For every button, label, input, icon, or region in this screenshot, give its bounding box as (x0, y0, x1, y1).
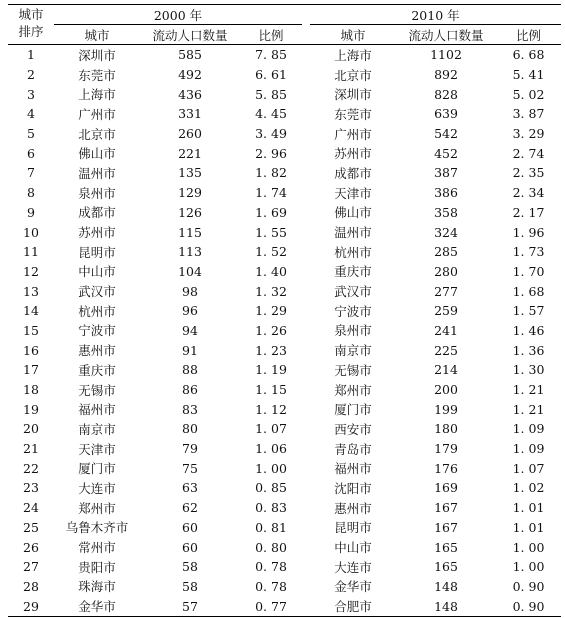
rank-header-line2: 排序 (18, 24, 44, 39)
population-2010-cell: 828 (434, 86, 458, 102)
column-gap (302, 45, 310, 65)
population-2010-cell: 892 (434, 67, 458, 83)
population-2000-cell: 96 (182, 303, 198, 319)
ratio-2000-cell: 2. 96 (255, 145, 287, 161)
city-2000-cell: 郑州市 (78, 500, 116, 516)
ratio-2000-cell: 0. 77 (240, 596, 302, 616)
population-2000-cell: 60 (182, 519, 198, 535)
ratio-2000-cell: 0. 81 (255, 519, 287, 535)
population-2010-cell: 169 (434, 480, 458, 496)
ratio-2010-cell: 1. 02 (512, 480, 545, 496)
city-2000-cell: 深圳市 (78, 47, 116, 63)
ratio-2000-cell: 6. 61 (255, 67, 287, 83)
city-2010-cell: 昆明市 (334, 520, 372, 536)
population-2010-cell: 165 (434, 539, 458, 555)
ratio-2000-cell: 1. 00 (255, 460, 287, 476)
population-2000-cell: 113 (178, 244, 202, 260)
column-gap (302, 5, 310, 25)
ratio-2010-cell: 1. 96 (512, 224, 545, 240)
rank-cell: 23 (23, 480, 39, 496)
city-2000-cell: 温州市 (78, 165, 116, 181)
column-gap (302, 478, 310, 498)
ratio-2000-cell: 4. 45 (255, 106, 287, 122)
rank-cell: 21 (23, 441, 39, 457)
population-2000-cell: 331 (178, 106, 202, 122)
population-2010-cell: 225 (434, 342, 458, 358)
city-2000-cell: 广州市 (78, 106, 116, 122)
rank-cell: 4 (27, 106, 35, 122)
table-row (8, 124, 561, 144)
city-2010-cell: 金华市 (334, 579, 372, 595)
population-2010-cell: 199 (434, 401, 458, 417)
rank-cell: 10 (23, 224, 39, 240)
ratio-2010-cell: 1. 09 (512, 421, 545, 437)
ratio-2000-cell: 1. 19 (255, 362, 287, 378)
ratio-2000-cell: 7. 85 (255, 47, 287, 63)
ratio-2010-cell: 2. 74 (512, 145, 545, 161)
ratio-2000-cell: 0. 83 (255, 500, 287, 516)
ratio-2000-cell: 1. 12 (255, 401, 287, 417)
ratio-2010-cell: 1. 30 (512, 362, 545, 378)
column-gap (302, 183, 310, 203)
city-2010-cell: 苏州市 (334, 146, 372, 162)
rank-cell: 13 (23, 283, 39, 299)
population-2000-header: 流动人口数量 (140, 25, 240, 45)
rank-cell: 24 (23, 500, 39, 516)
city-2010-cell: 中山市 (334, 540, 372, 556)
ratio-2000-cell: 0. 85 (255, 480, 287, 496)
city-2010-cell: 武汉市 (334, 284, 372, 300)
city-2000-cell: 宁波市 (78, 323, 116, 339)
population-2000-cell: 221 (178, 145, 202, 161)
table-row (8, 419, 561, 439)
population-2000-cell: 492 (178, 67, 202, 83)
ratio-2010-cell: 1. 70 (512, 263, 545, 279)
city-2010-cell: 杭州市 (334, 244, 372, 260)
column-gap (302, 596, 310, 616)
city-2010-cell: 上海市 (334, 47, 372, 63)
ratio-2010-cell: 3. 87 (512, 106, 545, 122)
ratio-2000-cell: 1. 15 (255, 382, 287, 398)
column-gap (302, 124, 310, 144)
ratio-2010-cell: 3. 29 (512, 126, 545, 142)
column-gap (302, 380, 310, 400)
table-row (8, 458, 561, 478)
table-row (8, 104, 561, 124)
population-2000-cell: 135 (178, 165, 202, 181)
table-row (8, 399, 561, 419)
column-gap (302, 203, 310, 223)
population-2000-cell: 62 (182, 500, 198, 516)
rank-cell: 18 (23, 382, 39, 398)
ratio-2010-cell: 0. 90 (496, 596, 561, 616)
city-2000-cell: 惠州市 (78, 343, 116, 359)
population-2010-cell: 179 (434, 441, 458, 457)
table-row (8, 183, 561, 203)
ratio-2010-cell: 0. 90 (512, 578, 545, 594)
population-2000-cell: 75 (182, 460, 198, 476)
population-2010-cell: 214 (434, 362, 458, 378)
table-row (8, 380, 561, 400)
ratio-2010-cell: 1. 00 (512, 559, 545, 575)
column-gap (302, 498, 310, 518)
ratio-2010-cell: 1. 68 (512, 283, 545, 299)
ratio-2000-cell: 1. 07 (255, 421, 287, 437)
ratio-2000-cell: 1. 82 (255, 165, 287, 181)
population-2000-cell: 80 (182, 421, 198, 437)
rank-cell: 20 (23, 421, 39, 437)
city-2000-cell: 重庆市 (78, 362, 116, 378)
ratio-2010-cell: 5. 02 (512, 86, 545, 102)
column-gap (302, 458, 310, 478)
city-2000-cell: 厦门市 (78, 461, 116, 477)
population-2000-cell: 86 (182, 382, 198, 398)
ratio-2010-cell: 6. 68 (512, 47, 545, 63)
column-gap (302, 577, 310, 597)
city-2010-cell: 宁波市 (334, 303, 372, 319)
rank-cell: 1 (27, 47, 35, 63)
ratio-2010-cell: 2. 17 (512, 204, 545, 220)
rank-cell: 22 (23, 460, 39, 476)
column-gap (302, 518, 310, 538)
ratio-2000-cell: 0. 78 (255, 578, 287, 594)
city-2000-cell: 福州市 (78, 402, 116, 418)
population-2010-cell: 1102 (430, 47, 462, 63)
city-2000-cell: 乌鲁木齐市 (65, 520, 129, 536)
ratio-2010-cell: 1. 21 (512, 401, 545, 417)
ratio-2000-cell: 1. 26 (255, 322, 287, 338)
city-2000-cell: 北京市 (78, 126, 116, 142)
table-row (8, 163, 561, 183)
ratio-2010-cell: 1. 09 (512, 441, 545, 457)
ratio-2010-cell: 2. 34 (512, 185, 545, 201)
population-2010-cell: 241 (434, 322, 458, 338)
city-2010-cell: 福州市 (334, 461, 372, 477)
column-gap (302, 360, 310, 380)
rank-cell: 11 (23, 244, 39, 260)
population-2000-cell: 58 (182, 559, 198, 575)
rank-cell: 2 (27, 67, 35, 83)
city-2010-cell: 大连市 (334, 559, 372, 575)
table-row (8, 577, 561, 597)
population-2000-cell: 115 (178, 224, 202, 240)
city-2010-cell: 惠州市 (334, 500, 372, 516)
city-2000-cell: 成都市 (78, 205, 116, 221)
population-2000-cell: 104 (178, 263, 202, 279)
city-2010-cell: 广州市 (334, 126, 372, 142)
year-2010-header: 2010 年 (310, 5, 561, 25)
table-row (8, 439, 561, 459)
population-2010-cell: 542 (434, 126, 458, 142)
table-row (8, 222, 561, 242)
population-2000-cell: 63 (182, 480, 198, 496)
population-2010-cell: 165 (434, 559, 458, 575)
column-gap (302, 321, 310, 341)
ratio-2010-cell: 1. 00 (512, 539, 545, 555)
city-2000-cell: 无锡市 (78, 382, 116, 398)
city-2000-cell: 常州市 (78, 540, 116, 556)
city-2010-cell: 成都市 (334, 165, 372, 181)
population-2010-cell: 386 (434, 185, 458, 201)
ratio-2000-cell: 0. 78 (255, 559, 287, 575)
column-gap (302, 143, 310, 163)
column-gap (302, 301, 310, 321)
city-2010-cell: 西安市 (334, 421, 372, 437)
population-2000-cell: 88 (182, 362, 198, 378)
city-2000-cell: 天津市 (78, 441, 116, 457)
population-2000-cell: 57 (140, 596, 240, 616)
table-row (8, 478, 561, 498)
rank-cell: 28 (23, 578, 39, 594)
city-2000-cell: 昆明市 (78, 244, 116, 260)
column-gap (302, 419, 310, 439)
table-row (8, 84, 561, 104)
table-row (8, 262, 561, 282)
population-2010-cell: 167 (434, 500, 458, 516)
column-gap (302, 399, 310, 419)
column-gap (302, 25, 310, 45)
table-row (8, 340, 561, 360)
ratio-2010-cell: 1. 07 (512, 460, 545, 476)
city-2010-cell: 东莞市 (334, 106, 372, 122)
city-2010-cell: 郑州市 (334, 382, 372, 398)
table-row (8, 518, 561, 538)
population-2010-cell: 200 (434, 382, 458, 398)
city-2010-cell: 北京市 (334, 67, 372, 83)
population-2010-cell: 176 (434, 460, 458, 476)
city-2000-cell: 南京市 (78, 421, 116, 437)
table-row (8, 45, 561, 65)
ratio-2010-cell: 1. 57 (512, 303, 545, 319)
ratio-2010-cell: 1. 01 (512, 500, 545, 516)
ratio-2010-cell: 1. 36 (512, 342, 545, 358)
table-row (8, 537, 561, 557)
ratio-2000-cell: 1. 74 (255, 185, 287, 201)
year-2000-header: 2000 年 (54, 5, 302, 25)
city-2000-cell: 武汉市 (78, 284, 116, 300)
rank-cell: 3 (27, 86, 35, 102)
ratio-2000-cell: 3. 49 (255, 126, 287, 142)
rank-cell: 17 (23, 362, 39, 378)
rank-header (8, 5, 54, 45)
ratio-2010-cell: 1. 01 (512, 519, 545, 535)
city-2000-cell: 中山市 (78, 264, 116, 280)
population-2010-cell: 148 (396, 596, 496, 616)
city-2010-cell: 深圳市 (334, 87, 372, 103)
rank-cell: 14 (23, 303, 39, 319)
population-2000-cell: 83 (182, 401, 198, 417)
city-2000-cell: 杭州市 (78, 303, 116, 319)
city-2010-cell: 沈阳市 (334, 480, 372, 496)
city-2010-cell: 无锡市 (334, 362, 372, 378)
city-2000-cell: 上海市 (78, 87, 116, 103)
table-row (8, 281, 561, 301)
table-row (8, 498, 561, 518)
table-body (8, 45, 561, 617)
population-2000-cell: 585 (178, 47, 202, 63)
population-2000-cell: 129 (178, 185, 202, 201)
table-row (8, 321, 561, 341)
ratio-2010-cell: 1. 73 (512, 244, 545, 260)
table-row (8, 143, 561, 163)
column-gap (302, 262, 310, 282)
column-gap (302, 439, 310, 459)
table-row (8, 203, 561, 223)
population-2010-cell: 148 (434, 578, 458, 594)
population-2000-cell: 94 (182, 322, 198, 338)
population-2000-cell: 126 (178, 204, 202, 220)
city-2000-header: 城市 (54, 25, 140, 45)
column-gap (302, 104, 310, 124)
city-2000-cell: 泉州市 (78, 185, 116, 201)
ratio-2010-cell: 5. 41 (512, 67, 545, 83)
ratio-2000-cell: 1. 52 (255, 244, 287, 260)
city-2000-cell: 佛山市 (78, 146, 116, 162)
table-row (8, 301, 561, 321)
rank-cell: 5 (27, 126, 35, 142)
column-gap (302, 340, 310, 360)
population-2000-cell: 60 (182, 539, 198, 555)
city-2000-cell: 贵阳市 (78, 559, 116, 575)
population-2000-cell: 91 (182, 342, 198, 358)
rank-cell: 7 (27, 165, 35, 181)
ratio-2000-cell: 1. 29 (255, 303, 287, 319)
population-2000-cell: 58 (182, 578, 198, 594)
table-row (8, 65, 561, 85)
population-2010-cell: 280 (434, 263, 458, 279)
table-row (8, 596, 561, 616)
city-2000-cell: 珠海市 (78, 579, 116, 595)
city-2000-cell: 苏州市 (78, 225, 116, 241)
population-2010-cell: 259 (434, 303, 458, 319)
column-gap (302, 242, 310, 262)
ratio-2010-cell: 2. 35 (512, 165, 545, 181)
city-2010-header: 城市 (310, 25, 396, 45)
population-2000-cell: 79 (182, 441, 198, 457)
rank-cell: 15 (23, 322, 39, 338)
city-2010-cell: 合肥市 (310, 596, 396, 616)
city-2010-cell: 重庆市 (334, 264, 372, 280)
ratio-2000-cell: 1. 32 (255, 283, 287, 299)
rank-cell: 12 (23, 263, 39, 279)
population-2000-cell: 436 (178, 86, 202, 102)
city-2010-cell: 天津市 (334, 185, 372, 201)
column-gap (302, 65, 310, 85)
column-gap (302, 84, 310, 104)
column-gap (302, 537, 310, 557)
population-2000-cell: 98 (182, 283, 198, 299)
city-2010-cell: 南京市 (334, 343, 372, 359)
column-gap (302, 557, 310, 577)
rank-cell: 25 (23, 519, 39, 535)
rank-cell: 29 (8, 596, 54, 616)
ratio-2000-cell: 5. 85 (255, 86, 287, 102)
population-2010-cell: 387 (434, 165, 458, 181)
city-2000-cell: 大连市 (78, 480, 116, 496)
city-2010-cell: 泉州市 (334, 323, 372, 339)
population-2010-cell: 324 (434, 224, 458, 240)
population-2010-header: 流动人口数量 (396, 25, 496, 45)
rank-cell: 9 (27, 204, 35, 220)
population-2010-cell: 639 (434, 106, 458, 122)
table-row (8, 242, 561, 262)
ratio-2010-header: 比例 (496, 25, 561, 45)
rank-cell: 27 (23, 559, 39, 575)
ratio-2010-cell: 1. 21 (512, 382, 545, 398)
table-row (8, 557, 561, 577)
city-2010-cell: 厦门市 (334, 402, 372, 418)
rank-header-line1: 城市 (18, 7, 44, 22)
city-2000-cell: 东莞市 (78, 67, 116, 83)
table-row (8, 360, 561, 380)
ratio-2000-cell: 1. 69 (255, 204, 287, 220)
column-gap (302, 163, 310, 183)
city-2010-cell: 青岛市 (334, 441, 372, 457)
ratio-2000-cell: 1. 23 (255, 342, 287, 358)
city-2010-cell: 佛山市 (334, 205, 372, 221)
ratio-2000-cell: 1. 55 (255, 224, 287, 240)
population-2010-cell: 277 (434, 283, 458, 299)
column-gap (302, 281, 310, 301)
ratio-2000-cell: 1. 06 (255, 441, 287, 457)
column-gap (302, 222, 310, 242)
population-2010-cell: 358 (434, 204, 458, 220)
ratio-2000-cell: 0. 80 (255, 539, 287, 555)
city-2000-cell: 金华市 (54, 596, 140, 616)
rank-cell: 19 (23, 401, 39, 417)
rank-cell: 6 (27, 145, 35, 161)
rank-cell: 26 (23, 539, 39, 555)
ratio-2010-cell: 1. 46 (512, 322, 545, 338)
ratio-2000-cell: 1. 40 (255, 263, 287, 279)
floating-population-table (8, 4, 561, 617)
rank-cell: 16 (23, 342, 39, 358)
population-2000-cell: 260 (178, 126, 202, 142)
city-2010-cell: 温州市 (334, 225, 372, 241)
population-2010-cell: 167 (434, 519, 458, 535)
population-2010-cell: 452 (434, 145, 458, 161)
population-2010-cell: 180 (434, 421, 458, 437)
rank-cell: 8 (27, 185, 35, 201)
ratio-2000-header: 比例 (240, 25, 302, 45)
population-2010-cell: 285 (434, 244, 458, 260)
